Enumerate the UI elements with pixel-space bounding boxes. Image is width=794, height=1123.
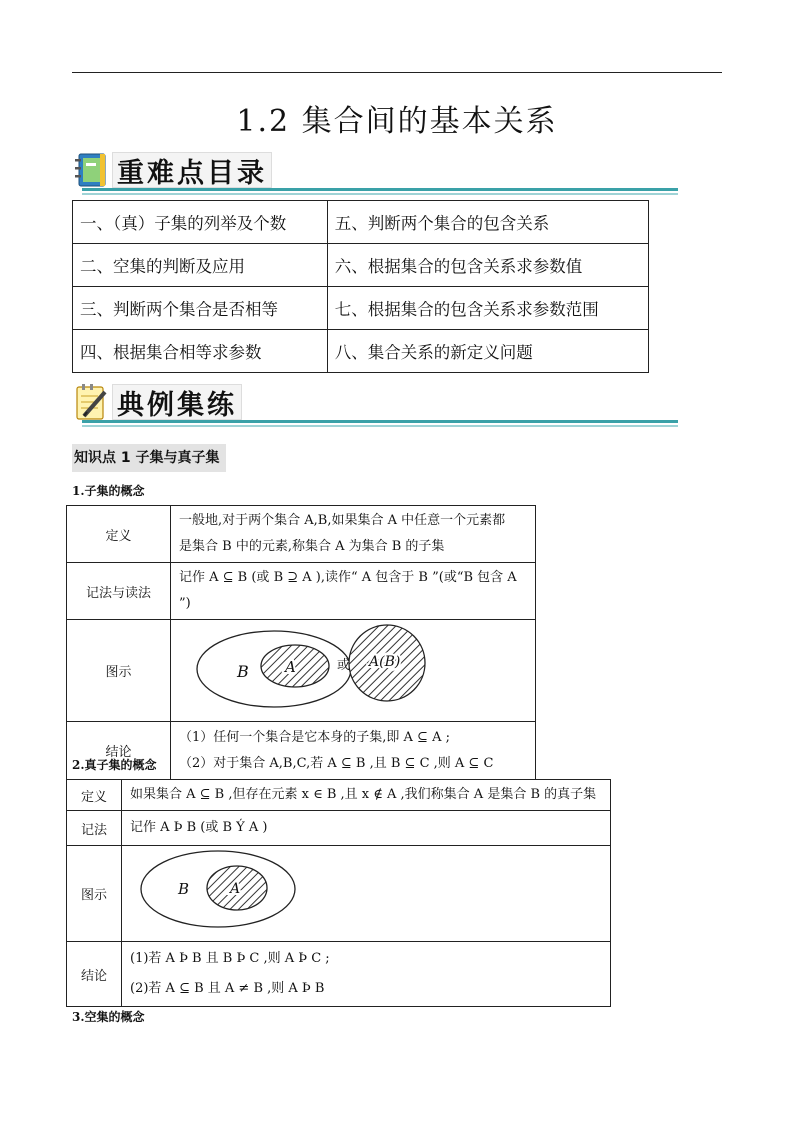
section-heading-toc [74, 150, 684, 194]
toc-item: 四、根据集合相等求参数 [73, 330, 328, 373]
table-row [73, 287, 649, 330]
table-row [67, 506, 536, 563]
row-key: 记法与读法 [67, 563, 171, 620]
subsection-title: 1.子集的概念 [72, 484, 145, 498]
toc-item: 七、根据集合的包含关系求参数范围 [327, 287, 648, 330]
table-row [67, 563, 536, 620]
table-row [67, 846, 611, 942]
conclusion-line: (1)若 A Þ B 且 B Þ C ,则 A Þ C ; [130, 951, 330, 966]
table-row [73, 244, 649, 287]
toc-table [72, 200, 649, 373]
conclusion-line: (2)若 A ⊆ B 且 A ≠ B ,则 A Þ B [130, 981, 325, 996]
toc-item: 二、空集的判断及应用 [73, 244, 328, 287]
proper-subset-table [66, 779, 611, 1007]
notebook-icon [74, 150, 108, 190]
row-key: 结论 [67, 722, 171, 780]
row-key: 记法 [67, 811, 122, 846]
notepad-pencil-icon [74, 382, 108, 422]
row-value [171, 506, 536, 563]
set-label: A [230, 880, 241, 897]
heading-underline-light [82, 425, 678, 427]
or-label: 或 [337, 657, 351, 673]
row-value [171, 722, 536, 780]
row-value: 记作 A ⊆ B (或 B ⊇ A ),读作“ A 包含于 B ”(或“B 包含 A ”) [171, 563, 536, 620]
row-key: 结论 [67, 942, 122, 1007]
set-label: A(B) [369, 653, 401, 670]
venn-diagram-cell [171, 620, 536, 722]
row-value [122, 942, 611, 1007]
header-rule [72, 72, 722, 73]
row-value: 如果集合 A ⊆ B ,但存在元素 x ∈ B ,且 x ∉ A ,我们称集合 A 是集合 B 的真子集 [122, 780, 611, 811]
table-row [67, 942, 611, 1007]
toc-item: 六、根据集合的包含关系求参数值 [327, 244, 648, 287]
table-row [67, 811, 611, 846]
venn-diagram-cell [122, 846, 611, 942]
subsection-title: 2.真子集的概念 [72, 758, 157, 772]
table-row [67, 620, 536, 722]
heading-underline [82, 188, 678, 191]
table-row [67, 780, 611, 811]
venn-diagram-proper-subset [122, 847, 422, 941]
knowledge-point-title: 知识点 1 子集与真子集 [72, 444, 226, 472]
row-value: 记作 A Þ B (或 B Ý A ) [122, 811, 611, 846]
heading-underline-light [82, 193, 678, 195]
set-label: B [237, 661, 249, 681]
definition-line: 是集合 B 中的元素,称集合 A 为集合 B 的子集 [179, 539, 445, 554]
toc-item: 八、集合关系的新定义问题 [327, 330, 648, 373]
venn-diagram-subset [171, 621, 531, 721]
row-key: 图示 [67, 620, 171, 722]
row-key: 定义 [67, 780, 122, 811]
table-row [73, 330, 649, 373]
set-label: B [178, 879, 190, 898]
section-heading-label: 重难点目录 [112, 152, 272, 188]
section-heading-label: 典例集练 [112, 384, 242, 420]
table-row [73, 201, 649, 244]
conclusion-line: （1）任何一个集合是它本身的子集,即 A ⊆ A ; [179, 729, 450, 745]
heading-underline [82, 420, 678, 423]
row-key: 图示 [67, 846, 122, 942]
toc-item: 五、判断两个集合的包含关系 [327, 201, 648, 244]
set-label: A [285, 657, 296, 676]
toc-item: 三、判断两个集合是否相等 [73, 287, 328, 330]
section-heading-examples [74, 382, 684, 426]
subsection-title: 3.空集的概念 [72, 1010, 145, 1024]
toc-item: 一、（真）子集的列举及个数 [73, 201, 328, 244]
page-title: 1.2 集合间的基本关系 [236, 104, 558, 139]
definition-line: 一般地,对于两个集合 A,B,如果集合 A 中任意一个元素都 [179, 513, 506, 528]
subset-table [66, 505, 536, 780]
row-key: 定义 [67, 506, 171, 563]
conclusion-line: （2）对于集合 A,B,C,若 A ⊆ B ,且 B ⊆ C ,则 A ⊆ C [179, 755, 494, 771]
